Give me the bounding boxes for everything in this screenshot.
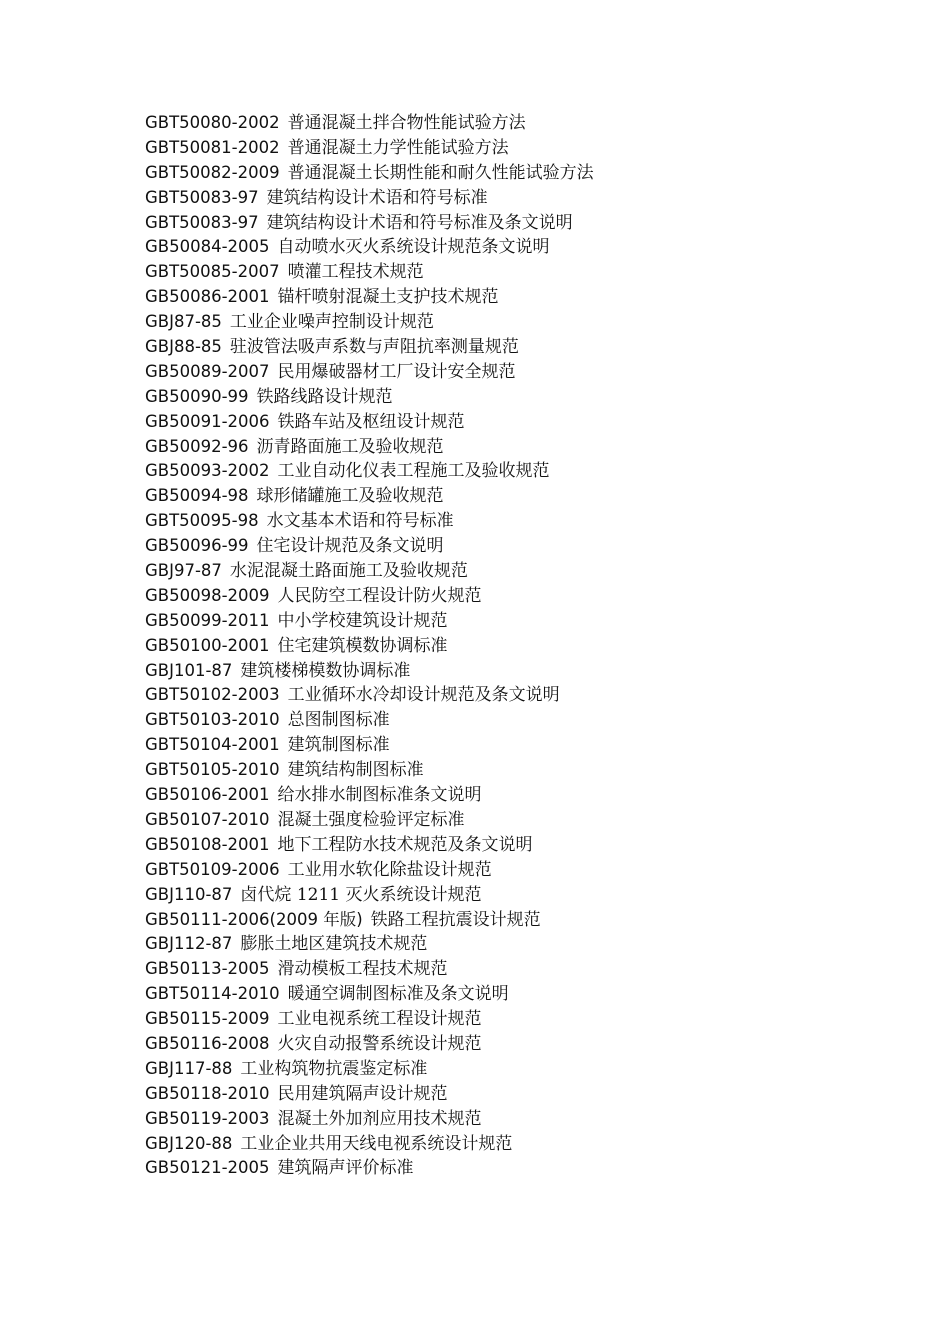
standard-entry <box>145 385 594 410</box>
standard-title: 工业企业噪声控制设计规范 <box>229 312 434 333</box>
standard-entry <box>145 111 594 136</box>
standard-entry <box>145 733 594 758</box>
standard-code: GB50098-2009 <box>145 585 270 605</box>
standard-code: GBT50085-2007 <box>145 262 280 282</box>
standard-code: GB50107-2010 <box>145 809 270 829</box>
standard-entry <box>145 1007 594 1032</box>
standard-entry <box>145 634 594 659</box>
standard-code: GBJ87-85 <box>145 312 222 332</box>
standard-title: 建筑结构设计术语和符号标准 <box>266 187 488 208</box>
standard-title: 铁路车站及枢纽设计规范 <box>277 411 465 432</box>
standard-code: GB50093-2002 <box>145 461 270 481</box>
standard-entry <box>145 858 594 883</box>
standard-entry <box>145 235 594 260</box>
standard-title: 水文基本术语和符号标准 <box>266 511 454 532</box>
standard-title: 沥青路面施工及验收规范 <box>256 436 444 457</box>
standard-entry <box>145 957 594 982</box>
standard-title: 水泥混凝土路面施工及验收规范 <box>229 561 468 582</box>
standard-entry <box>145 136 594 161</box>
standard-code: GB50099-2011 <box>145 610 270 630</box>
standard-code: GBJ110-87 <box>145 884 233 904</box>
standard-title: 民用建筑隔声设计规范 <box>277 1083 448 1104</box>
standard-title: 滑动模板工程技术规范 <box>277 959 448 980</box>
standard-title: 普通混凝土拌合物性能试验方法 <box>287 113 526 133</box>
standard-title: 建筑隔声评价标准 <box>277 1158 414 1179</box>
standard-entry <box>145 982 594 1007</box>
standard-code: GBJ101-87 <box>145 660 233 680</box>
standard-entry <box>145 509 594 534</box>
standard-entry <box>145 285 594 310</box>
standard-code: GBT50103-2010 <box>145 710 280 730</box>
standard-code: GB50115-2009 <box>145 1009 270 1029</box>
standard-code: GBT50104-2001 <box>145 735 280 755</box>
standard-title: 建筑制图标准 <box>287 735 390 756</box>
standard-code: GBT50082-2009 <box>145 162 280 182</box>
standard-entry <box>145 459 594 484</box>
standard-code: GB50094-98 <box>145 486 249 506</box>
standard-code: GB50118-2010 <box>145 1083 270 1103</box>
standard-title: 暖通空调制图标准及条文说明 <box>287 984 509 1005</box>
standard-entry <box>145 808 594 833</box>
standard-title: 火灾自动报警系统设计规范 <box>277 1033 482 1054</box>
standard-code: GB50092-96 <box>145 436 249 456</box>
standard-title: 中小学校建筑设计规范 <box>277 610 448 631</box>
standard-entry <box>145 186 594 211</box>
standard-title: 自动喷水灭火系统设计规范条文说明 <box>277 237 550 258</box>
standard-entry <box>145 559 594 584</box>
standards-list <box>145 111 594 1181</box>
standard-code: GB50084-2005 <box>145 237 270 257</box>
standard-code: GB50096-99 <box>145 536 249 556</box>
standard-entry <box>145 683 594 708</box>
standard-title: 工业用水软化除盐设计规范 <box>287 859 492 880</box>
standard-code: GB50089-2007 <box>145 361 270 381</box>
standard-code: GB50086-2001 <box>145 287 270 307</box>
standard-code: GBJ88-85 <box>145 337 222 357</box>
standard-title: 给水排水制图标准条文说明 <box>277 785 482 806</box>
standard-code: GBT50081-2002 <box>145 137 280 157</box>
standard-title: 铁路线路设计规范 <box>256 386 393 407</box>
standard-title: 普通混凝土力学性能试验方法 <box>287 137 509 158</box>
standard-entry <box>145 1107 594 1132</box>
standard-title: 混凝土外加剂应用技术规范 <box>277 1108 482 1129</box>
standard-code: GB50106-2001 <box>145 785 270 805</box>
standard-title: 卤代烷 1211 灭火系统设计规范 <box>240 884 482 905</box>
standard-entry <box>145 161 594 186</box>
standard-code: GBT50102-2003 <box>145 685 280 705</box>
standard-entry <box>145 484 594 509</box>
standard-code: GBT50080-2002 <box>145 113 280 132</box>
standard-code: GBT50114-2010 <box>145 984 280 1004</box>
standard-code: GB50111-2006(2009 年版) <box>145 909 363 929</box>
standard-entry <box>145 1032 594 1057</box>
standard-entry <box>145 708 594 733</box>
standard-code: GB50090-99 <box>145 386 249 406</box>
standard-title: 工业循环水冷却设计规范及条文说明 <box>287 685 560 706</box>
standard-title: 地下工程防水技术规范及条文说明 <box>277 834 533 855</box>
standard-entry <box>145 310 594 335</box>
standard-entry <box>145 360 594 385</box>
standard-title: 建筑结构设计术语和符号标准及条文说明 <box>266 212 573 233</box>
standard-code: GB50091-2006 <box>145 411 270 431</box>
standard-entry <box>145 932 594 957</box>
standard-code: GB50119-2003 <box>145 1108 270 1128</box>
standard-entry <box>145 1082 594 1107</box>
standard-code: GB50121-2005 <box>145 1158 270 1178</box>
standard-title: 人民防空工程设计防火规范 <box>277 585 482 606</box>
standard-entry <box>145 833 594 858</box>
standard-entry <box>145 908 594 933</box>
standard-title: 驻波管法吸声系数与声阻抗率测量规范 <box>229 337 519 358</box>
standard-title: 锚杆喷射混凝土支护技术规范 <box>277 287 499 308</box>
standard-entry <box>145 260 594 285</box>
standard-title: 民用爆破器材工厂设计安全规范 <box>277 361 516 382</box>
standard-entry <box>145 1057 594 1082</box>
standard-code: GBT50083-97 <box>145 212 259 232</box>
standard-title: 工业自动化仪表工程施工及验收规范 <box>277 461 550 482</box>
standard-code: GBT50109-2006 <box>145 859 280 879</box>
standard-title: 喷灌工程技术规范 <box>287 262 424 283</box>
standard-entry <box>145 758 594 783</box>
standard-title: 工业构筑物抗震鉴定标准 <box>240 1058 428 1079</box>
standard-title: 建筑结构制图标准 <box>287 760 424 781</box>
standard-title: 混凝土强度检验评定标准 <box>277 809 465 830</box>
standard-code: GB50116-2008 <box>145 1033 270 1053</box>
standard-entry <box>145 1156 594 1181</box>
standard-title: 膨胀土地区建筑技术规范 <box>240 934 428 955</box>
standard-code: GBJ120-88 <box>145 1133 233 1153</box>
standard-code: GB50100-2001 <box>145 635 270 655</box>
standard-entry <box>145 335 594 360</box>
standard-title: 总图制图标准 <box>287 710 390 731</box>
standard-code: GBJ112-87 <box>145 934 233 954</box>
standard-code: GBJ97-87 <box>145 561 222 581</box>
standard-code: GB50113-2005 <box>145 959 270 979</box>
standard-code: GBJ117-88 <box>145 1058 233 1078</box>
standard-entry <box>145 584 594 609</box>
standard-code: GBT50083-97 <box>145 187 259 207</box>
standard-entry <box>145 659 594 684</box>
standard-code: GB50108-2001 <box>145 834 270 854</box>
standard-entry <box>145 609 594 634</box>
standard-title: 工业电视系统工程设计规范 <box>277 1009 482 1030</box>
standard-title: 住宅设计规范及条文说明 <box>256 536 444 557</box>
standard-title: 铁路工程抗震设计规范 <box>370 909 541 930</box>
standard-title: 普通混凝土长期性能和耐久性能试验方法 <box>287 162 594 183</box>
standard-title: 工业企业共用天线电视系统设计规范 <box>240 1133 513 1154</box>
standard-entry <box>145 410 594 435</box>
standard-entry <box>145 783 594 808</box>
standard-code: GBT50105-2010 <box>145 760 280 780</box>
standard-code: GBT50095-98 <box>145 511 259 531</box>
standard-title: 建筑楼梯模数协调标准 <box>240 660 411 681</box>
standard-entry <box>145 435 594 460</box>
standard-title: 住宅建筑模数协调标准 <box>277 635 448 656</box>
standard-entry <box>145 211 594 236</box>
standard-entry <box>145 883 594 908</box>
standard-entry <box>145 534 594 559</box>
standard-title: 球形储罐施工及验收规范 <box>256 486 444 507</box>
standard-entry <box>145 1132 594 1157</box>
